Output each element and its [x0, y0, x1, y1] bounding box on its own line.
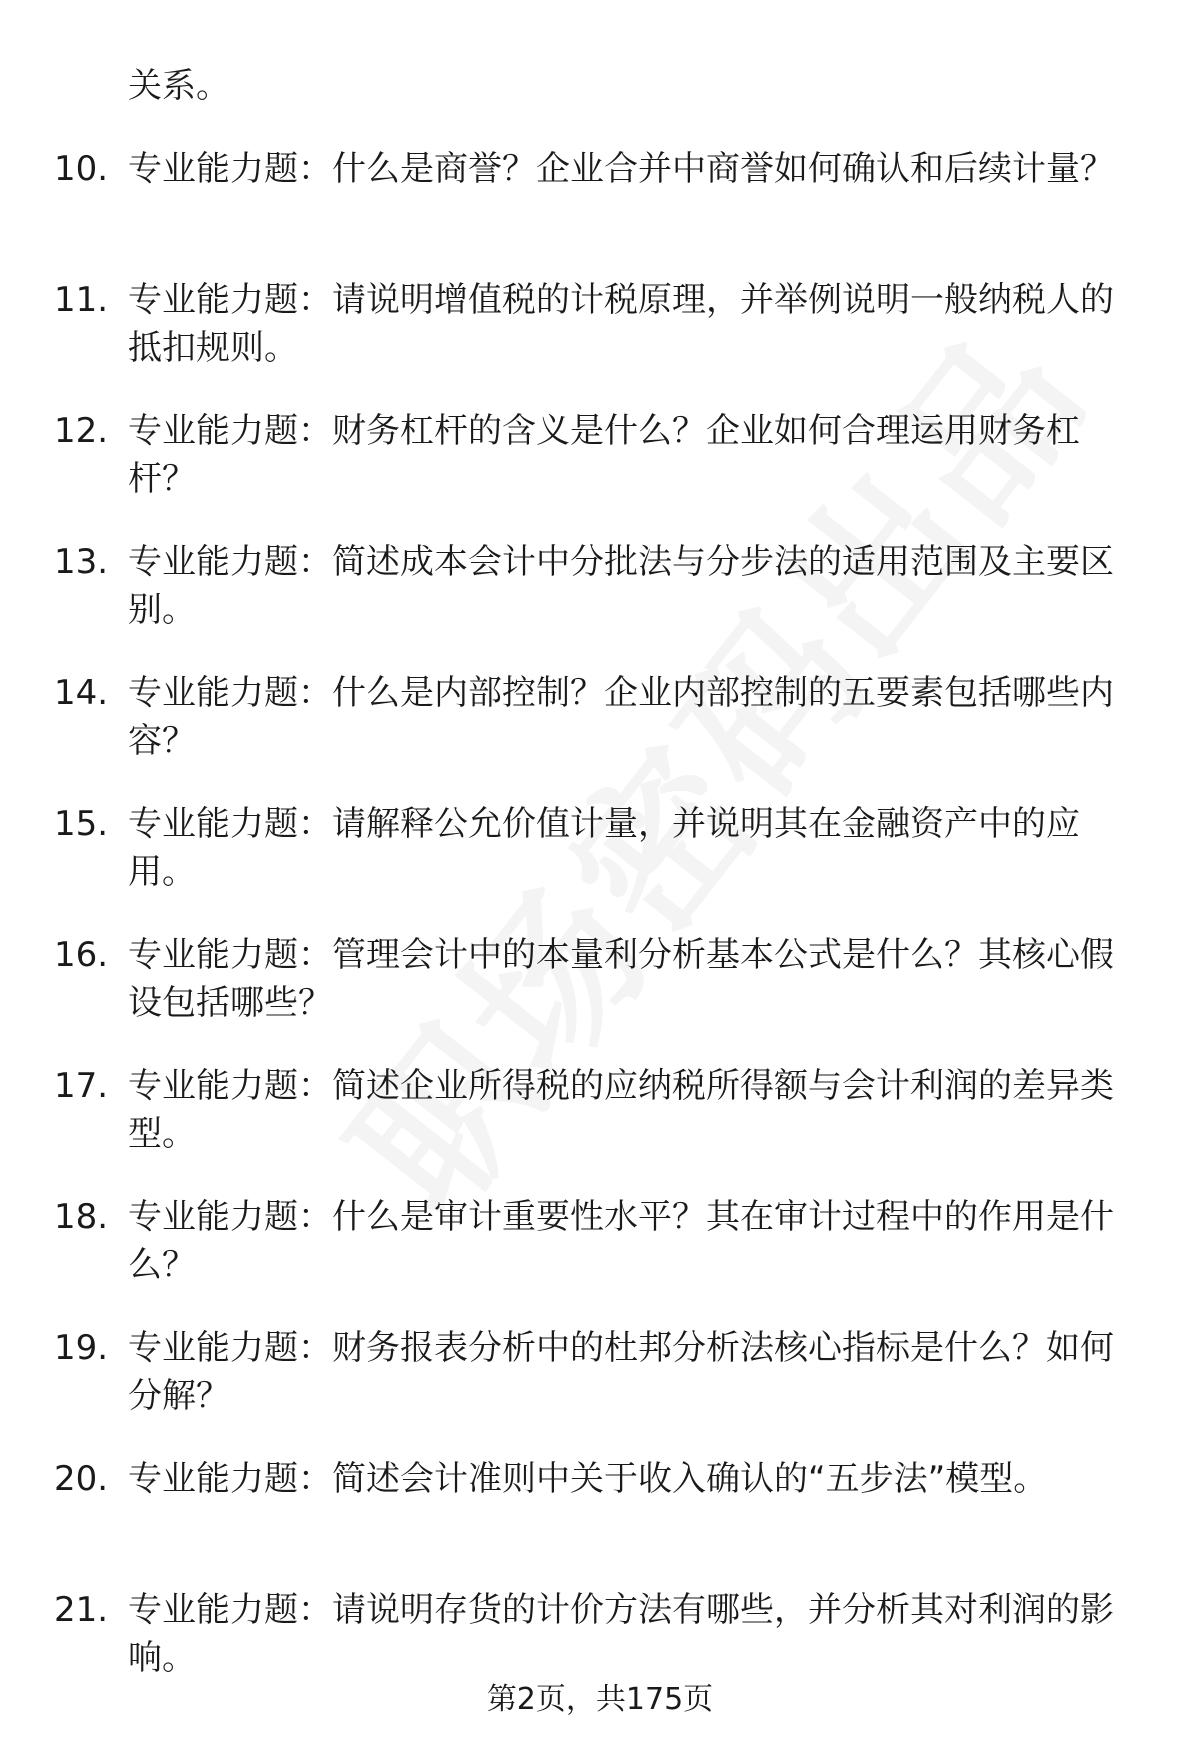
question-text: 专业能力题：简述会计准则中关于收入确认的“五步法”模型。: [128, 1459, 1048, 1499]
question-item: [0, 276, 1200, 407]
question-item: [0, 145, 1200, 276]
page-footer: 第2页，共175页: [486, 1682, 714, 1717]
question-number: 14.: [54, 673, 109, 713]
question-item: [0, 669, 1200, 800]
question-text: 专业能力题：请说明增值税的计税原理，并举例说明一般纳税人的抵扣规则。: [128, 280, 1114, 368]
question-number: 15.: [54, 804, 109, 844]
question-text: 专业能力题：什么是商誉？企业合并中商誉如何确认和后续计量？: [128, 149, 1114, 189]
question-item: [0, 1324, 1200, 1455]
question-number: 17.: [54, 1066, 109, 1106]
question-item: [0, 1455, 1200, 1586]
question-text: 专业能力题：请解释公允价值计量，并说明其在金融资产中的应用。: [128, 804, 1080, 892]
question-number: 21.: [54, 1590, 109, 1630]
question-number: 19.: [54, 1328, 109, 1368]
question-number: 10.: [54, 149, 109, 189]
question-text: 专业能力题：简述企业所得税的应纳税所得额与会计利润的差异类型。: [128, 1066, 1114, 1154]
question-number: 13.: [54, 542, 109, 582]
question-item: [0, 800, 1200, 931]
question-text: 专业能力题：简述成本会计中分批法与分步法的适用范围及主要区别。: [128, 542, 1114, 630]
question-number: 12.: [54, 411, 109, 451]
question-item: [0, 407, 1200, 538]
continued-text: 关系。: [128, 66, 230, 106]
question-text: 专业能力题：什么是内部控制？企业内部控制的五要素包括哪些内容？: [128, 673, 1114, 761]
question-text: 专业能力题：管理会计中的本量利分析基本公式是什么？其核心假设包括哪些？: [128, 935, 1114, 1023]
question-text: 专业能力题：什么是审计重要性水平？其在审计过程中的作用是什么？: [128, 1197, 1114, 1285]
question-number: 11.: [54, 280, 109, 320]
question-item: [0, 1193, 1200, 1324]
question-number: 18.: [54, 1197, 109, 1237]
question-item: [0, 931, 1200, 1062]
question-text: 专业能力题：财务杠杆的含义是什么？企业如何合理运用财务杠杆？: [128, 411, 1080, 499]
question-item: [0, 1062, 1200, 1193]
question-list: [0, 145, 1200, 1717]
question-number: 16.: [54, 935, 109, 975]
question-item: [0, 538, 1200, 669]
question-text: 专业能力题：财务报表分析中的杜邦分析法核心指标是什么？如何分解？: [128, 1328, 1114, 1416]
question-text: 专业能力题：请说明存货的计价方法有哪些，并分析其对利润的影响。: [128, 1590, 1114, 1678]
question-number: 20.: [54, 1459, 109, 1499]
